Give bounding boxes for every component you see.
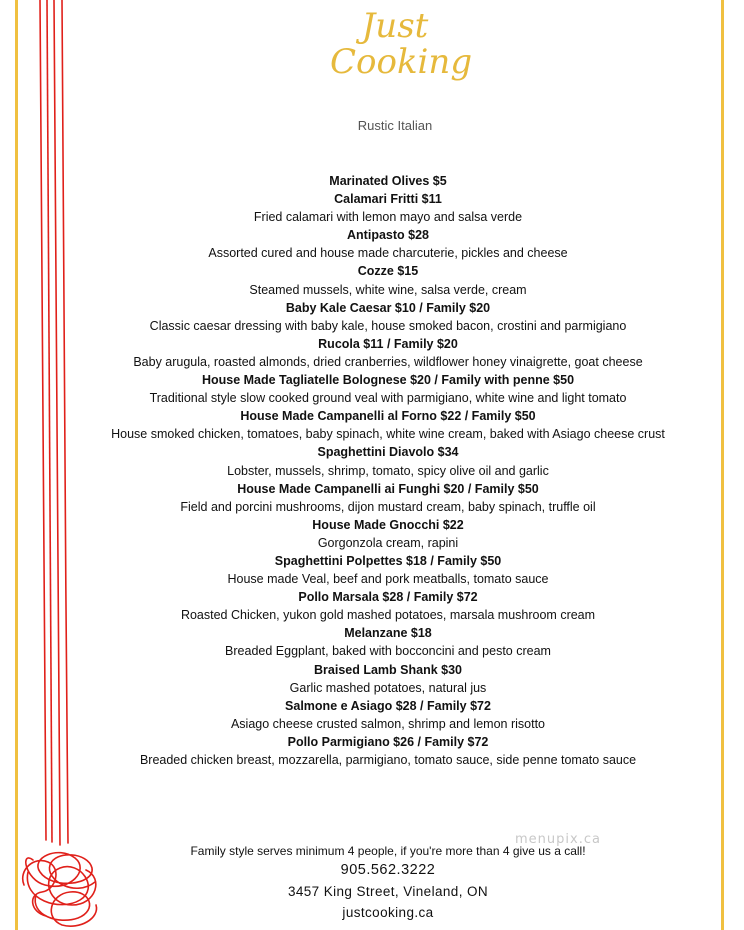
menu-item-name: Pollo Marsala $28 / Family $72: [298, 590, 478, 605]
menu-item-description: Assorted cured and house made charcuterie, pickles and cheese: [208, 246, 568, 261]
menu-item-description: Breaded Eggplant, baked with bocconcini and pesto cream: [225, 644, 551, 659]
phone-number: 905.562.3222: [340, 862, 436, 878]
menu-list: [110, 172, 666, 769]
family-style-note: Family style serves minimum 4 people, if you're more than 4 give us a call!: [190, 844, 586, 858]
menu-item-description: Steamed mussels, white wine, salsa verde, cream: [249, 282, 527, 297]
menu-item-name: Rucola $11 / Family $20: [318, 336, 458, 351]
menu-item-name: Salmone e Asiago $28 / Family $72: [285, 698, 491, 713]
menu-item-description: Garlic mashed potatoes, natural jus: [289, 680, 487, 695]
footer: [110, 842, 666, 923]
menu-item-name: House Made Campanelli al Forno $22 / Family $50: [240, 409, 536, 424]
menu-item-name: House Made Gnocchi $22: [312, 517, 464, 532]
menu-item-description: Asiago cheese crusted salmon, shrimp and lemon risotto: [230, 716, 546, 731]
menu-item-name: House Made Campanelli ai Funghi $20 / Family $50: [237, 481, 539, 496]
menu-item-name: Braised Lamb Shank $30: [314, 662, 462, 677]
menu-item-description: House made Veal, beef and pork meatballs, tomato sauce: [227, 572, 549, 587]
menu-item-name: Antipasto $28: [347, 228, 429, 243]
menu-item-name: Melanzane $18: [344, 626, 432, 641]
menu-item-description: Traditional style slow cooked ground veal with parmigiano, white wine and light tomato: [149, 391, 627, 406]
menu-item-description: Lobster, mussels, shrimp, tomato, spicy olive oil and garlic: [227, 463, 549, 478]
menu-item-name: Marinated Olives $5: [329, 174, 447, 188]
menu-item-description: Classic caesar dressing with baby kale, house smoked bacon, crostini and parmigiano: [149, 318, 627, 333]
menu-item-description: Gorgonzola cream, rapini: [317, 535, 459, 550]
menu-item-name: Calamari Fritti $11: [334, 192, 442, 207]
menu-item-name: Spaghettini Polpettes $18 / Family $50: [274, 553, 502, 568]
spaghetti-illustration: [0, 0, 120, 930]
menu-item-description: Fried calamari with lemon mayo and salsa verde: [253, 210, 523, 225]
menu-item-name: Cozze $15: [357, 264, 419, 279]
website: justcooking.ca: [342, 905, 434, 920]
menu-item-description: Roasted Chicken, yukon gold mashed potatoes, marsala mushroom cream: [180, 608, 596, 623]
watermark: menupix.ca: [515, 832, 601, 847]
menu-item-name: Spaghettini Diavolo $34: [317, 445, 459, 460]
logo-script: Just Cooking: [330, 6, 473, 82]
address: 3457 King Street, Vineland, ON: [287, 884, 489, 899]
menu-item-name: House Made Tagliatelle Bolognese $20 / Family with penne $50: [201, 373, 575, 388]
menu-item-description: Baby arugula, roasted almonds, dried cranberries, wildflower honey vinaigrette, goat cheese: [133, 354, 643, 369]
menu-item-description: House smoked chicken, tomatoes, baby spinach, white wine cream, baked with Asiago cheese crust: [111, 427, 665, 442]
menu-item-name: Baby Kale Caesar $10 / Family $20: [285, 300, 491, 315]
logo-tagline: Rustic Italian: [357, 118, 433, 133]
menu-item-description: Field and porcini mushrooms, dijon mustard cream, baby spinach, truffle oil: [180, 499, 596, 514]
restaurant-logo: [330, 6, 473, 138]
menu-item-name: Pollo Parmigiano $26 / Family $72: [287, 734, 489, 749]
menu-item-description: Breaded chicken breast, mozzarella, parmigiano, tomato sauce, side penne tomato sauce: [139, 753, 637, 767]
